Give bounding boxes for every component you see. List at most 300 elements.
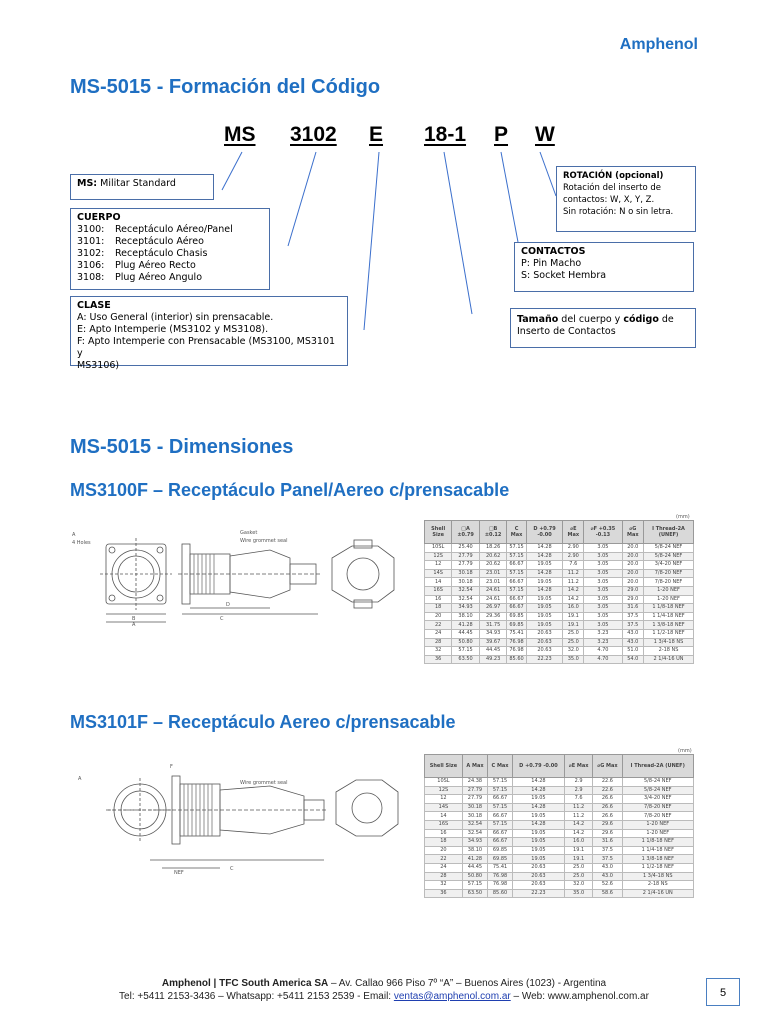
table-cell: 32 (425, 881, 463, 890)
table-cell: 1 1/8-18 NEF (622, 838, 693, 847)
table-cell: 25.40 (452, 544, 480, 553)
table-cell: 35.0 (564, 889, 592, 898)
table-cell: 2.90 (563, 552, 584, 561)
table-cell: 23.01 (479, 569, 506, 578)
svg-text:Gasket: Gasket (240, 530, 258, 536)
table-cell: 20.63 (513, 872, 565, 881)
code-segment-body: 3102 (290, 123, 337, 146)
box-tamano (510, 308, 696, 348)
table-cell: 20.63 (526, 638, 563, 647)
rotacion-title: ROTACIÓN (opcional) (563, 171, 664, 181)
table-cell: 10SL (425, 544, 452, 553)
table-cell: 22 (425, 855, 463, 864)
table-cell: 85.60 (488, 889, 513, 898)
table-cell: 66.67 (488, 812, 513, 821)
table-cell: 1 1/8-18 NEF (644, 604, 694, 613)
table-cell: 22.6 (593, 778, 622, 787)
table-cell: 7.6 (563, 561, 584, 570)
svg-text:Wire grommet seal: Wire grommet seal (240, 538, 288, 544)
table-row (425, 795, 694, 804)
table-cell: 3.05 (584, 578, 622, 587)
cuerpo-code: 3102: (77, 248, 105, 259)
ms3100f-drawing (70, 514, 410, 626)
table-cell: 20.0 (622, 561, 643, 570)
table-cell: 3.05 (584, 595, 622, 604)
table-cell: 66.67 (507, 604, 526, 613)
tamano-bold1: Tamaño (517, 314, 559, 325)
table-header-cell: □B ±0.12 (479, 521, 506, 544)
table-cell: 49.23 (479, 655, 506, 664)
table-cell: 30.18 (452, 569, 480, 578)
table-cell: 26.6 (593, 812, 622, 821)
table-cell: 5/8-24 NEF (622, 778, 693, 787)
table-cell: 3.05 (584, 604, 622, 613)
table-cell: 58.6 (593, 889, 622, 898)
table-cell: 2.9 (564, 786, 592, 795)
table-cell: 14.2 (563, 595, 584, 604)
table-cell: 28 (425, 872, 463, 881)
table-header-row (425, 521, 694, 544)
table-row (425, 647, 694, 656)
rotacion-line: contactos: W, X, Y, Z. (563, 195, 655, 205)
table2-unit-note: (mm) (678, 748, 692, 754)
cuerpo-row (77, 272, 263, 284)
table-cell: 19.05 (526, 604, 563, 613)
clase-line: E: Apto Intemperie (MS3102 y MS3108). (77, 324, 269, 335)
table1-unit-note: (mm) (676, 514, 690, 520)
table-cell: 3.05 (584, 621, 622, 630)
cuerpo-code: 3108: (77, 272, 105, 283)
table-header-cell: I Thread-2A (UNEF) (644, 521, 694, 544)
section-title-dimensiones: MS-5015 - Dimensiones (70, 436, 294, 458)
cuerpo-row (77, 248, 263, 260)
table-cell: 7.6 (564, 795, 592, 804)
subtitle-ms3100f: MS3100F – Receptáculo Panel/Aereo c/prensacable (70, 480, 510, 500)
table-row (425, 629, 694, 638)
svg-text:A: A (78, 776, 82, 782)
table-row (425, 855, 694, 864)
table-row (425, 604, 694, 613)
table-cell: 3.05 (584, 612, 622, 621)
table-header-cell: ⌀G Max (593, 755, 622, 778)
table-cell: 54.0 (622, 655, 643, 664)
table-cell: 75.41 (507, 629, 526, 638)
table-cell: 11.2 (563, 569, 584, 578)
contactos-title: CONTACTOS (521, 246, 586, 257)
table-cell: 66.67 (488, 795, 513, 804)
table-cell: 85.60 (507, 655, 526, 664)
table-cell: 11.2 (564, 812, 592, 821)
table-cell: 32.54 (452, 595, 480, 604)
table-header-cell: C Max (488, 755, 513, 778)
table-row (425, 569, 694, 578)
table-cell: 4.70 (584, 655, 622, 664)
table-row (425, 561, 694, 570)
table-cell: 27.79 (462, 795, 487, 804)
table-cell: 1 1/4-18 NEF (644, 612, 694, 621)
table-cell: 3/4-20 NEF (644, 561, 694, 570)
tamano-mid: del cuerpo y (558, 314, 624, 325)
table-cell: 28 (425, 638, 452, 647)
table-cell: 24.61 (479, 595, 506, 604)
table-cell: 38.10 (462, 846, 487, 855)
table-row (425, 544, 694, 553)
cuerpo-code: 3106: (77, 260, 105, 271)
table-cell: 20 (425, 846, 463, 855)
table-cell: 69.85 (488, 846, 513, 855)
table-cell: 57.15 (462, 881, 487, 890)
table-row (425, 881, 694, 890)
footer-phones: Tel: +5411 2153-3436 – Whatsapp: +5411 2153 2539 - Email: (119, 991, 394, 1002)
table-cell: 25.0 (563, 629, 584, 638)
table-cell: 20 (425, 612, 452, 621)
table-row (425, 586, 694, 595)
table-cell: 3.23 (584, 629, 622, 638)
table-cell: 1 3/4-18 NS (622, 872, 693, 881)
table-cell: 14.28 (526, 552, 563, 561)
table-cell: 20.62 (479, 561, 506, 570)
cuerpo-row (77, 224, 263, 236)
table-cell: 14.28 (513, 786, 565, 795)
table-cell: 14.28 (513, 803, 565, 812)
table-cell: 2-18 NS (622, 881, 693, 890)
footer-company: Amphenol | TFC South America SA (161, 978, 329, 989)
table-header-cell: A Max (462, 755, 487, 778)
table-cell: 2.90 (563, 544, 584, 553)
table-cell: 20.63 (513, 863, 565, 872)
table-cell: 34.93 (479, 629, 506, 638)
table-cell: 5/8-24 NEF (622, 786, 693, 795)
table-cell: 57.15 (507, 552, 526, 561)
table-cell: 1 3/8-18 NEF (644, 621, 694, 630)
table-cell: 19.05 (513, 795, 565, 804)
table-cell: 50.80 (462, 872, 487, 881)
table-header-row (425, 755, 694, 778)
table-cell: 14 (425, 578, 452, 587)
leader-line-rotacion (540, 152, 556, 196)
table-cell: 30.18 (452, 578, 480, 587)
table-cell: 3.05 (584, 586, 622, 595)
table-cell: 27.79 (452, 552, 480, 561)
table-cell: 63.50 (462, 889, 487, 898)
table-cell: 20.63 (526, 647, 563, 656)
table-row (425, 846, 694, 855)
table-header-cell: ⌀E Max (564, 755, 592, 778)
table-cell: 1-20 NEF (622, 829, 693, 838)
svg-text:C: C (230, 866, 234, 872)
table-cell: 31.6 (622, 604, 643, 613)
table-cell: 37.5 (622, 621, 643, 630)
table-cell: 12 (425, 795, 463, 804)
table-cell: 3.05 (584, 569, 622, 578)
table-cell: 3.23 (584, 638, 622, 647)
table-cell: 32.0 (564, 881, 592, 890)
table-cell: 1 1/4-18 NEF (622, 846, 693, 855)
table-row (425, 803, 694, 812)
svg-text:A: A (72, 532, 76, 538)
clase-line: MS3106) (77, 360, 120, 371)
table-cell: 12 (425, 561, 452, 570)
table-cell: 14.2 (563, 586, 584, 595)
svg-text:Wire grommet seal: Wire grommet seal (240, 780, 288, 786)
table-cell: 24 (425, 863, 463, 872)
table-cell: 7/8-20 NEF (622, 803, 693, 812)
table-cell: 22.23 (513, 889, 565, 898)
cuerpo-desc: Plug Aéreo Angulo (115, 272, 203, 283)
table-cell: 22 (425, 621, 452, 630)
table-cell: 19.05 (526, 612, 563, 621)
table-ms3100f (424, 520, 694, 664)
table-cell: 66.67 (507, 561, 526, 570)
table-row (425, 578, 694, 587)
table-cell: 4.70 (584, 647, 622, 656)
clase-title: CLASE (77, 300, 111, 311)
table-cell: 69.85 (507, 621, 526, 630)
table-cell: 14.2 (564, 829, 592, 838)
clase-line: A: Uso General (interior) sin prensacable. (77, 312, 274, 323)
table-cell: 12S (425, 786, 463, 795)
table-cell: 5/8-24 NEF (644, 552, 694, 561)
table-row (425, 812, 694, 821)
table-cell: 30.18 (462, 803, 487, 812)
table-header-cell: □A ±0.79 (452, 521, 480, 544)
table-cell: 14.28 (526, 586, 563, 595)
footer-web: – Web: www.amphenol.com.ar (510, 991, 649, 1002)
table-cell: 2.9 (564, 778, 592, 787)
table-cell: 14S (425, 569, 452, 578)
table-cell: 76.98 (488, 872, 513, 881)
table-cell: 20.62 (479, 552, 506, 561)
table-row (425, 863, 694, 872)
table-cell: 18 (425, 838, 463, 847)
table-row (425, 778, 694, 787)
table-header-cell: C Max (507, 521, 526, 544)
table-cell: 3.05 (584, 544, 622, 553)
clase-line: F: Apto Intemperie con Prensacable (MS3100, MS3101 y (77, 336, 336, 359)
table-header-cell: D +0.79 -0.00 (513, 755, 565, 778)
leader-line-clase (364, 152, 379, 330)
svg-text:NEF: NEF (174, 870, 184, 876)
table-cell: 19.1 (564, 855, 592, 864)
table-cell: 36 (425, 655, 452, 664)
code-segment-class: E (369, 123, 384, 146)
table-cell: 12S (425, 552, 452, 561)
table-cell: 20.0 (622, 578, 643, 587)
svg-text:C: C (220, 616, 224, 622)
table-cell: 19.05 (513, 846, 565, 855)
table-cell: 16S (425, 820, 463, 829)
table-cell: 20.63 (526, 629, 563, 638)
brand-name: Amphenol (619, 36, 698, 53)
table-cell: 57.15 (488, 778, 513, 787)
table-cell: 16.0 (563, 604, 584, 613)
table-cell: 20.0 (622, 569, 643, 578)
table-body (425, 544, 694, 664)
table-cell: 50.80 (452, 638, 480, 647)
table-row (425, 612, 694, 621)
table-cell: 1-20 NEF (622, 820, 693, 829)
table-cell: 66.67 (488, 838, 513, 847)
tamano-line1 (517, 314, 689, 326)
table-cell: 19.05 (526, 621, 563, 630)
page-number: 5 (706, 978, 740, 1006)
table-cell: 27.79 (452, 561, 480, 570)
table-cell: 19.05 (513, 838, 565, 847)
table-cell: 20.0 (622, 552, 643, 561)
cuerpo-desc: Receptáculo Chasis (115, 248, 208, 259)
table-cell: 25.0 (563, 638, 584, 647)
table-cell: 34.93 (462, 838, 487, 847)
table-cell: 19.1 (563, 612, 584, 621)
table-cell: 30.18 (462, 812, 487, 821)
table-cell: 57.15 (507, 569, 526, 578)
table-cell: 44.45 (479, 647, 506, 656)
table-cell: 37.5 (593, 855, 622, 864)
table-header-cell: ⌀F +0.35 -0.13 (584, 521, 622, 544)
table-header-cell: Shell Size (425, 521, 452, 544)
svg-text:F: F (170, 764, 173, 770)
table-row (425, 786, 694, 795)
table-cell: 16S (425, 586, 452, 595)
box-clase (70, 296, 348, 371)
table-cell: 26.6 (593, 803, 622, 812)
leader-line-cuerpo (288, 152, 316, 246)
table-cell: 51.0 (622, 647, 643, 656)
table-row (425, 829, 694, 838)
tamano-line2: Inserto de Contactos (517, 326, 616, 337)
table-cell: 31.75 (479, 621, 506, 630)
table-cell: 37.5 (622, 612, 643, 621)
cuerpo-desc: Plug Aéreo Recto (115, 260, 196, 271)
code-segment-ms: MS (224, 123, 256, 146)
table-cell: 1 3/4-18 NS (644, 638, 694, 647)
contactos-line: S: Socket Hembra (521, 270, 607, 281)
table-row (425, 872, 694, 881)
footer-contact (0, 991, 768, 1002)
tamano-end: de (658, 314, 674, 325)
footer-address (0, 978, 768, 989)
table-cell: 44.45 (462, 863, 487, 872)
table-row (425, 595, 694, 604)
table-cell: 32.54 (452, 586, 480, 595)
footer-email-link[interactable]: ventas@amphenol.com.ar (393, 991, 511, 1002)
table-cell: 32.54 (462, 820, 487, 829)
table-cell: 26.97 (479, 604, 506, 613)
box-contactos (514, 242, 694, 292)
table-cell: 57.15 (488, 820, 513, 829)
contactos-line: P: Pin Macho (521, 258, 582, 269)
table-cell: 7/8-20 NEF (644, 569, 694, 578)
table-cell: 69.85 (507, 612, 526, 621)
cuerpo-desc: Receptáculo Aéreo/Panel (115, 224, 233, 235)
table-cell: 76.98 (507, 638, 526, 647)
table-cell: 19.05 (526, 578, 563, 587)
table-cell: 32.0 (563, 647, 584, 656)
box-rotacion (556, 166, 696, 232)
table-row (425, 621, 694, 630)
table-cell: 7/8-20 NEF (644, 578, 694, 587)
table-cell: 37.5 (593, 846, 622, 855)
rotacion-line: Rotación del inserto de (563, 183, 662, 193)
table-cell: 20.63 (513, 881, 565, 890)
table-cell: 29.6 (593, 820, 622, 829)
table-cell: 14.2 (564, 820, 592, 829)
table-cell: 1 1/2-18 NEF (644, 629, 694, 638)
table-header-cell: D +0.79 -0.00 (526, 521, 563, 544)
cuerpo-code: 3100: (77, 224, 105, 235)
table-cell: 10SL (425, 778, 463, 787)
table-cell: 66.67 (507, 595, 526, 604)
table-cell: 1 1/2-18 NEF (622, 863, 693, 872)
table-cell: 57.15 (507, 586, 526, 595)
table-cell: 52.6 (593, 881, 622, 890)
table-row (425, 889, 694, 898)
table-cell: 19.05 (513, 812, 565, 821)
svg-text:D: D (226, 602, 230, 608)
table-cell: 32 (425, 647, 452, 656)
table-row (425, 655, 694, 664)
table-header-cell: ⌀E Max (563, 521, 584, 544)
table-cell: 24 (425, 629, 452, 638)
table-cell: 3.05 (584, 552, 622, 561)
table-cell: 57.15 (452, 647, 480, 656)
table-cell: 16.0 (564, 838, 592, 847)
table-cell: 19.05 (526, 595, 563, 604)
table-cell: 24.38 (462, 778, 487, 787)
table-cell: 25.0 (564, 872, 592, 881)
table-cell: 14.28 (526, 544, 563, 553)
cuerpo-code: 3101: (77, 236, 105, 247)
table-cell: 75.41 (488, 863, 513, 872)
table-ms3101f (424, 754, 694, 898)
table-cell: 20.0 (622, 544, 643, 553)
table-cell: 57.15 (488, 786, 513, 795)
table-cell: 1-20 NEF (644, 586, 694, 595)
code-segment-size: 18-1 (424, 123, 467, 146)
cuerpo-row (77, 236, 263, 248)
footer-address-text: – Av. Callao 966 Piso 7º “A” – Buenos Aires (1023) - Argentina (328, 978, 607, 989)
table-cell: 19.05 (513, 855, 565, 864)
table-cell: 18.26 (479, 544, 506, 553)
leader-line-contactos (501, 152, 518, 242)
table-cell: 29.6 (593, 829, 622, 838)
svg-text:A: A (132, 622, 136, 626)
table-cell: 32.54 (462, 829, 487, 838)
table-cell: 16 (425, 829, 463, 838)
table-cell: 27.79 (462, 786, 487, 795)
table-cell: 19.1 (563, 621, 584, 630)
table-cell: 41.28 (452, 621, 480, 630)
table-cell: 43.0 (622, 629, 643, 638)
table-cell: 19.05 (526, 561, 563, 570)
table-cell: 14 (425, 812, 463, 821)
table-cell: 44.45 (452, 629, 480, 638)
cuerpo-desc: Receptáculo Aéreo (115, 236, 204, 247)
table-cell: 2-18 NS (644, 647, 694, 656)
code-segment-contact: P (494, 123, 509, 146)
ms-label: MS: (77, 178, 98, 189)
table-cell: 35.0 (563, 655, 584, 664)
table-cell: 1-20 NEF (644, 595, 694, 604)
ms-text: Militar Standard (100, 178, 176, 189)
table-cell: 29.36 (479, 612, 506, 621)
table-cell: 31.6 (593, 838, 622, 847)
table-cell: 24.61 (479, 586, 506, 595)
table-cell: 7/8-20 NEF (622, 812, 693, 821)
table-cell: 76.98 (488, 881, 513, 890)
tamano-bold2: código (623, 314, 659, 325)
table-row (425, 638, 694, 647)
